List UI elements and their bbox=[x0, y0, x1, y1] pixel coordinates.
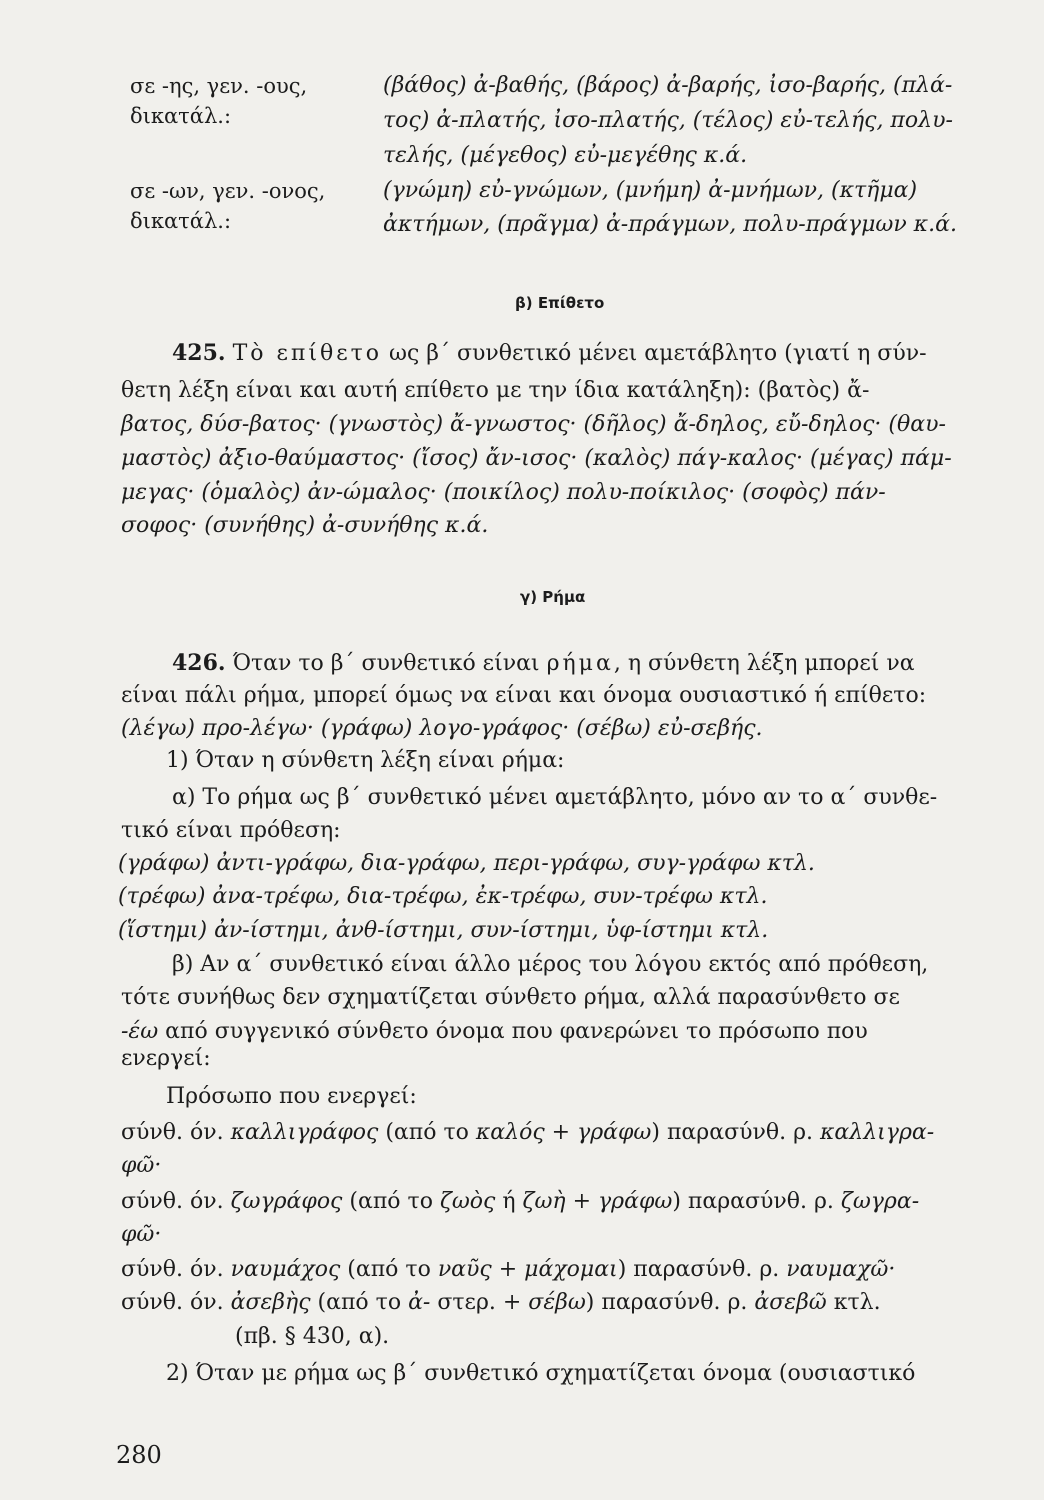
para-426-line-2: είναι πάλι ρήμα, μπορεί όμως να είναι και όνομα ουσιαστικό ή επίθετο: bbox=[121, 683, 927, 708]
row-text-5: ἀκτήμων, (πρᾶγμα) ἀ-πράγμων, πολυ-πράγμων κ.ά. bbox=[383, 212, 957, 237]
para-425-text-1: ως β΄ συνθετικό μένει αμετάβλητο (γιατί η σύν- bbox=[389, 341, 927, 366]
para-425-line-1 bbox=[172, 340, 927, 367]
para-426-intro-a: Όταν το β΄ συνθετικό είναι bbox=[232, 651, 540, 676]
item-b-line-3 bbox=[121, 1019, 868, 1045]
para-425-line-2: θετη λέξη είναι και αυτή επίθετο με την ίδια κατάληξη): (βατὸς) ἄ- bbox=[121, 378, 870, 403]
para-426-line-3: (λέγω) προ-λέγω· (γράφω) λογο-γράφος· (σέβω) εὐ-σεβής. bbox=[121, 716, 763, 741]
derivation-row-2: σύνθ. όν. ζωγράφος (από το ζωὸς ή ζωὴ + γράφω) παρασύνθ. ρ. ζωγρα- bbox=[121, 1189, 920, 1214]
para-425-number: 425. bbox=[172, 340, 226, 366]
row-label-4: σε -ων, γεν. -ονος, bbox=[130, 179, 326, 203]
row-text-1: (βάθος) ἀ-βαθής, (βάρος) ἀ-βαρής, ἰσο-βαρής, (πλά- bbox=[383, 73, 953, 98]
item-a-line-1: α) Το ρήμα ως β΄ συνθετικό μένει αμετάβλητο, μόνο αν το α΄ συνθε- bbox=[172, 785, 938, 810]
item-2: 2) Όταν με ρήμα ως β΄ συνθετικό σχηματίζεται όνομα (ουσιαστικό bbox=[166, 1361, 916, 1386]
row-text-4: (γνώμη) εὐ-γνώμων, (μνήμη) ἀ-μνήμων, (κτῆμα) bbox=[383, 178, 918, 203]
derivation-row-1: σύνθ. όν. καλλιγράφος (από το καλός + γράφω) παρασύνθ. ρ. καλλιγρα- bbox=[121, 1120, 935, 1145]
derivation-row-4: σύνθ. όν. ἀσεβὴς (από το ἀ- στερ. + σέβω) παρασύνθ. ρ. ἀσεβῶ κτλ. bbox=[121, 1290, 881, 1315]
item-1: 1) Όταν η σύνθετη λέξη είναι ρήμα: bbox=[166, 748, 565, 773]
row-label-5: δικατάλ.: bbox=[130, 209, 232, 233]
derivation-row-3: σύνθ. όν. ναυμάχος (από το ναῦς + μάχομαι) παρασύνθ. ρ. ναυμαχῶ· bbox=[121, 1257, 896, 1282]
row-text-2: τος) ἀ-πλατής, ἰσο-πλατής, (τέλος) εὐ-τελής, πολυ- bbox=[383, 108, 953, 133]
item-a-line-2: τικό είναι πρόθεση: bbox=[121, 818, 341, 843]
section-heading-verb: γ) Ρήμα bbox=[520, 588, 586, 606]
para-426-term: ρήμα bbox=[546, 651, 614, 676]
item-b-line-3-text: από συγγενικό σύνθετο όνομα που φανερώνει το πρόσωπο που bbox=[158, 1019, 868, 1044]
row-label-2: δικατάλ.: bbox=[130, 104, 232, 128]
item-b-line-1: β) Αν α΄ συνθετικό είναι άλλο μέρος του λόγου εκτός από πρόθεση, bbox=[172, 952, 929, 977]
row-text-3: τελής, (μέγεθος) εὐ-μεγέθης κ.ά. bbox=[383, 143, 748, 168]
para-425-line-5: μεγας· (ὁμαλὸς) ἀν-ώμαλος· (ποικίλος) πολυ-ποίκιλος· (σοφὸς) πάν- bbox=[121, 480, 886, 505]
cross-reference: (πβ. § 430, α). bbox=[235, 1324, 390, 1349]
para-425-line-6: σοφος· (συνήθης) ἀ-συνήθης κ.ά. bbox=[121, 513, 489, 538]
section-heading-adjective: β) Επίθετο bbox=[515, 294, 605, 312]
item-b-line-4: ενεργεί: bbox=[121, 1046, 211, 1071]
para-425-term: Τὸ επίθετο bbox=[232, 341, 383, 366]
row-label-1: σε -ης, γεν. -ους, bbox=[130, 74, 308, 98]
item-b-suffix: -έω bbox=[121, 1019, 159, 1044]
example-2: (τρέφω) ἀνα-τρέφω, δια-τρέφω, ἐκ-τρέφω, συν-τρέφω κτλ. bbox=[118, 884, 768, 909]
para-426-intro-b: , η σύνθετη λέξη μπορεί να bbox=[613, 651, 915, 676]
item-b-line-2: τότε συνήθως δεν σχηματίζεται σύνθετο ρήμα, αλλά παρασύνθετο σε bbox=[121, 985, 900, 1010]
para-426-line-1 bbox=[172, 650, 915, 677]
derivation-row-1-cont: φῶ· bbox=[121, 1153, 162, 1178]
para-425-line-3: βατος, δύσ-βατος· (γνωστὸς) ἄ-γνωστος· (δῆλος) ἄ-δηλος, εὔ-δηλος· (θαυ- bbox=[121, 412, 946, 437]
para-426-number: 426. bbox=[172, 650, 226, 676]
derivation-row-2-cont: φῶ· bbox=[121, 1222, 162, 1247]
person-label: Πρόσωπο που ενεργεί: bbox=[166, 1084, 417, 1109]
para-425-line-4: μαστὸς) ἀξιο-θαύμαστος· (ἴσος) ἄν-ισος· (καλὸς) πάγ-καλος· (μέγας) πάμ- bbox=[121, 446, 952, 471]
example-1: (γράφω) ἀντι-γράφω, δια-γράφω, περι-γράφω, συγ-γράφω κτλ. bbox=[118, 851, 815, 876]
page-number: 280 bbox=[116, 1441, 162, 1469]
example-3: (ἵστημι) ἀν-ίστημι, ἀνθ-ίστημι, συν-ίστημι, ὑφ-ίστημι κτλ. bbox=[118, 918, 769, 943]
